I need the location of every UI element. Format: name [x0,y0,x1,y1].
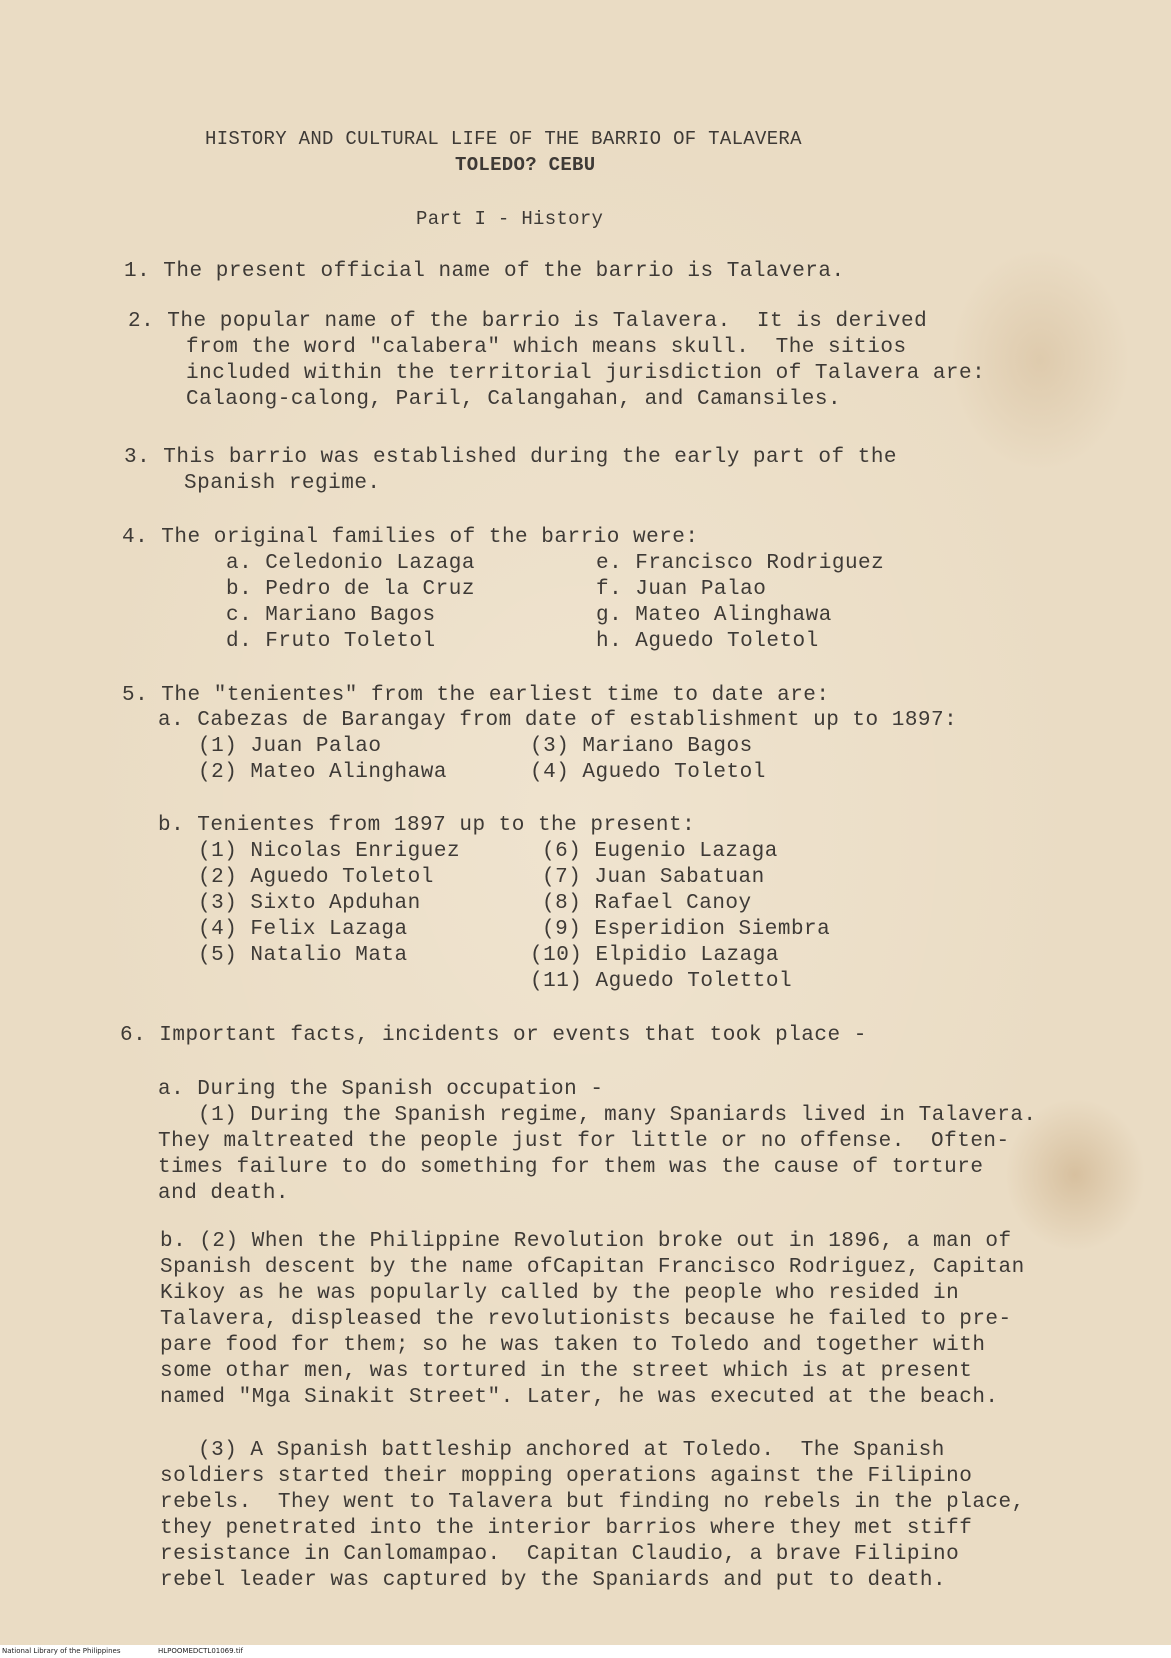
family-h: h. Aguedo Toletol [596,630,819,653]
event-2-line-1: b. (2) When the Philippine Revolution broke out in 1896, a man of [160,1230,1012,1253]
cabeza-3: (3) Mariano Bagos [530,735,753,758]
item-2-line-1: 2. The popular name of the barrio is Talavera. It is derived [128,310,928,333]
part-heading: Part I - History [416,208,604,230]
family-g: g. Mateo Alinghawa [596,604,832,627]
teniente-1: (1) Nicolas Enriguez [198,840,461,863]
tenientes-heading: b. Tenientes from 1897 up to the present: [158,814,696,837]
cabeza-2: (2) Mateo Alinghawa [198,761,447,784]
teniente-10: (10) Elpidio Lazaga [530,944,779,967]
event-3-line-4: they penetrated into the interior barrios where they met stiff [160,1517,973,1540]
event-2-line-2: Spanish descent by the name ofCapitan Francisco Rodriguez, Capitan [160,1256,1025,1279]
teniente-3: (3) Sixto Apduhan [198,892,421,915]
teniente-2: (2) Aguedo Toletol [198,866,434,889]
item-1: 1. The present official name of the barrio is Talavera. [124,260,845,283]
event-3-line-2: soldiers started their mopping operations against the Filipino [160,1465,973,1488]
teniente-6: (6) Eugenio Lazaga [542,840,778,863]
cabeza-1: (1) Juan Palao [198,735,382,758]
item-3-line-2: Spanish regime. [184,472,381,495]
event-2-line-6: some othar men, was tortured in the street which is at present [160,1360,973,1383]
item-4-intro: 4. The original families of the barrio were: [122,526,699,549]
spanish-occupation-heading: a. During the Spanish occupation - [158,1078,604,1101]
family-d: d. Fruto Toletol [226,630,436,653]
item-2-line-2: from the word "calabera" which means skull. The sitios [186,336,907,359]
teniente-9: (9) Esperidion Siembra [542,918,831,941]
event-1-line-2: They maltreated the people just for little or no offense. Often- [158,1130,1010,1153]
teniente-8: (8) Rafael Canoy [542,892,752,915]
teniente-5: (5) Natalio Mata [198,944,408,967]
item-6-intro: 6. Important facts, incidents or events that took place - [120,1024,867,1047]
event-1-line-3: times failure to do something for them was the cause of torture [158,1156,984,1179]
family-f: f. Juan Palao [596,578,767,601]
item-2-line-4: Calaong-calong, Paril, Calangahan, and Camansiles. [186,388,842,411]
event-2-line-5: pare food for them; so he was taken to Toledo and together with [160,1334,986,1357]
footer-source: National Library of the Philippines [2,1647,121,1655]
event-3-line-6: rebel leader was captured by the Spaniards and put to death. [160,1569,947,1592]
family-e: e. Francisco Rodriguez [596,552,885,575]
family-c: c. Mariano Bagos [226,604,436,627]
family-b: b. Pedro de la Cruz [226,578,475,601]
event-2-line-4: Talavera, displeased the revolutionists because he failed to pre- [160,1308,1012,1331]
document-subtitle: TOLEDO? CEBU [455,154,596,176]
item-3-line-1: 3. This barrio was established during the early part of the [124,446,898,469]
family-a: a. Celedonio Lazaga [226,552,475,575]
event-2-line-7: named "Mga Sinakit Street". Later, he was executed at the beach. [160,1386,999,1409]
document-title: HISTORY AND CULTURAL LIFE OF THE BARRIO OF TALAVERA [205,128,802,150]
teniente-4: (4) Felix Lazaga [198,918,408,941]
cabeza-4: (4) Aguedo Toletol [530,761,766,784]
item-2-line-3: included within the territorial jurisdiction of Talavera are: [186,362,986,385]
item-5-intro: 5. The "tenientes" from the earliest time to date are: [122,684,830,707]
cabezas-heading: a. Cabezas de Barangay from date of establishment up to 1897: [158,709,958,732]
event-3-line-1: (3) A Spanish battleship anchored at Toledo. The Spanish [198,1439,945,1462]
teniente-11: (11) Aguedo Tolettol [530,970,793,993]
event-3-line-5: resistance in Canlomampao. Capitan Claudio, a brave Filipino [160,1543,960,1566]
event-2-line-3: Kikoy as he was popularly called by the people who resided in [160,1282,960,1305]
event-3-line-3: rebels. They went to Talavera but finding no rebels in the place, [160,1491,1025,1514]
event-1-line-1: (1) During the Spanish regime, many Spaniards lived in Talavera. [198,1104,1037,1127]
scan-footer [0,1645,1171,1658]
footer-file: HLPOOMEDCTL01069.tif [158,1647,243,1655]
event-1-line-4: and death. [158,1182,290,1205]
teniente-7: (7) Juan Sabatuan [542,866,765,889]
